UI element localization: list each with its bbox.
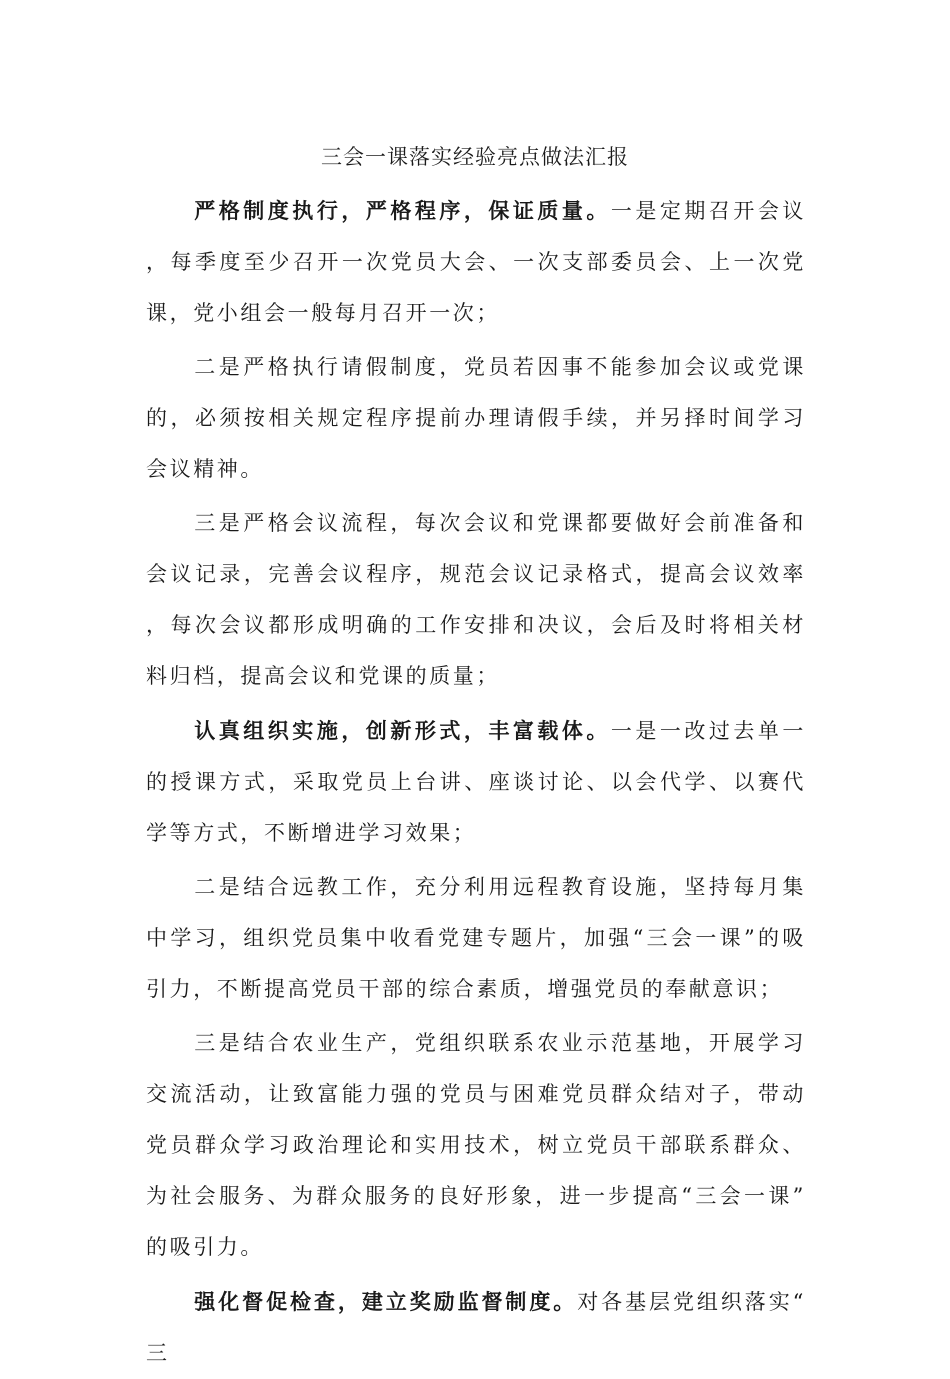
paragraph-text: 三是严格会议流程，每次会议和党课都要做好会前准备和会议记录，完善会议程序，规范会议记录格式，提高会议效率，每次会议都形成明确的工作安排和决议，会后及时将相关材料归档，提高会议和党课的质量； xyxy=(146,511,806,688)
paragraph-text: 二是严格执行请假制度，党员若因事不能参加会议或党课的，必须按相关规定程序提前办理请假手续，并另择时间学习会议精神。 xyxy=(146,355,806,481)
paragraph-6 xyxy=(146,1018,806,1273)
paragraph-heading: 认真组织实施，创新形式，丰富载体。 xyxy=(194,718,611,743)
paragraph-text: 一是定期召开会议，每季度至少召开一次党员大会、一次支部委员会、上一次党课，党小组会一般每月召开一次； xyxy=(146,199,806,325)
document-title: 三会一课落实经验亮点做法汇报 xyxy=(321,145,629,169)
paragraph-5 xyxy=(146,862,806,1015)
document-body xyxy=(146,185,806,1379)
paragraph-heading: 严格制度执行，严格程序，保证质量。 xyxy=(194,198,611,223)
paragraph-text: 对各基层党组织落实“三 xyxy=(146,1290,806,1365)
paragraph-7 xyxy=(146,1276,806,1379)
paragraph-text: 一是一改过去单一的授课方式，采取党员上台讲、座谈讨论、以会代学、以赛代学等方式，不断增进学习效果； xyxy=(146,719,806,845)
paragraph-text: 二是结合远教工作，充分利用远程教育设施，坚持每月集中学习，组织党员集中收看党建专题片，加强“三会一课”的吸引力，不断提高党员干部的综合素质，增强党员的奉献意识； xyxy=(146,875,806,1001)
paragraph-4 xyxy=(146,705,806,859)
paragraph-2 xyxy=(146,342,806,495)
paragraph-3 xyxy=(146,498,806,702)
paragraph-1 xyxy=(146,185,806,339)
paragraph-text: 三是结合农业生产，党组织联系农业示范基地，开展学习交流活动，让致富能力强的党员与困难党员群众结对子，带动党员群众学习政治理论和实用技术，树立党员干部联系群众、为社会服务、为群众服务的良好形象，进一步提高“三会一课”的吸引力。 xyxy=(146,1031,806,1259)
paragraph-heading: 强化督促检查，建立奖励监督制度。 xyxy=(194,1289,578,1314)
